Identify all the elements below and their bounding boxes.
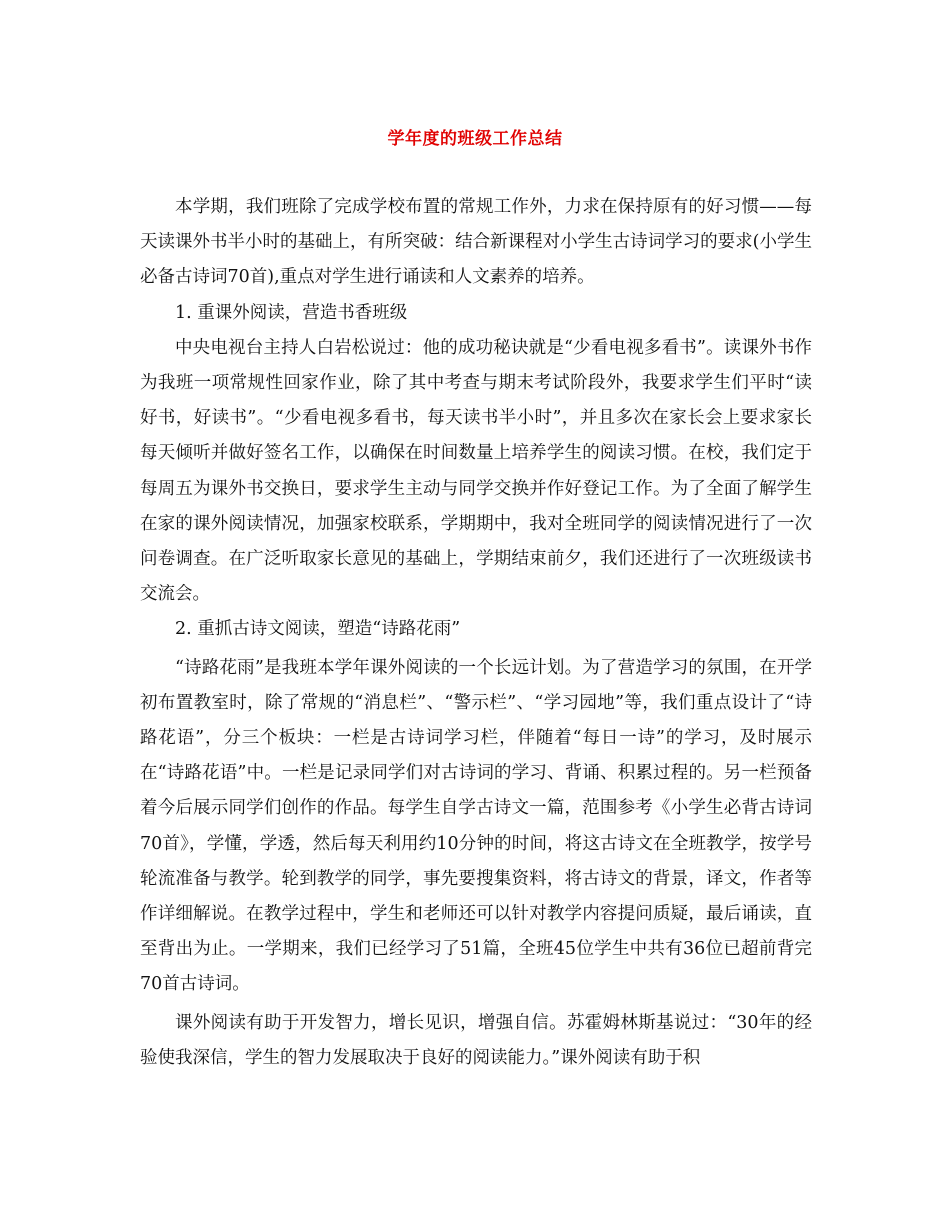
- paragraph-section-2: “诗路花雨”是我班本学年课外阅读的一个长远计划。为了营造学习的氛围，在开学初布置教室时，除了常规的“消息栏”、“警示栏”、“学习园地”等，我们重点设计了“诗路花语”，分三个板块：一栏是古诗词学习栏，伴随着“每日一诗”的学习，及时展示在“诗路花语”中。一栏是记录同学们对古诗词的学习、背诵、积累过程的。另一栏预备着今后展示同学们创作的作品。每学生自学古诗文一篇，范围参考《小学生必背古诗词70首》，学懂，学透，然后每天利用约10分钟的时间，将这古诗文在全班教学，按学号轮流准备与教学。轮到教学的同学，事先要搜集资料，将古诗文的背景，译文，作者等作详细解说。在教学过程中，学生和老师还可以针对教学内容提问质疑，最后诵读，直至背出为止。一学期来，我们已经学习了51篇，全班45位学生中共有36位已超前背完70首古诗词。: [140, 657, 812, 995]
- section-heading-1: 1. 重课外阅读，营造书香班级: [175, 302, 408, 323]
- document-title: 学年度的班级工作总结: [387, 129, 563, 149]
- paragraph-section-1: 中央电视台主持人白岩松说过：他的成功秘诀就是“少看电视多看书”。读课外书作为我班一项常规性回家作业，除了其中考查与期末考试阶段外，我要求学生们平时“读好书，好读书”。“少看电视多看书，每天读书半小时”，并且多次在家长会上要求家长每天倾听并做好签名工作，以确保在时间数量上培养学生的阅读习惯。在校，我们定于每周五为课外书交换日，要求学生主动与同学交换并作好登记工作。为了全面了解学生在家的课外阅读情况，加强家校联系，学期期中，我对全班同学的阅读情况进行了一次问卷调查。在广泛听取家长意见的基础上，学期结束前夕，我们还进行了一次班级读书交流会。: [140, 337, 812, 605]
- paragraph-intro: 本学期，我们班除了完成学校布置的常规工作外，力求在保持原有的好习惯——每天读课外书半小时的基础上，有所突破：结合新课程对小学生古诗词学习的要求(小学生必备古诗词70首),重点对学生进行诵读和人文素养的培养。: [140, 197, 812, 288]
- document-body: [140, 190, 812, 1076]
- section-heading-2: 2. 重抓古诗文阅读，塑造“诗路花雨”: [175, 619, 461, 640]
- paragraph-reading-benefits: 课外阅读有助于开发智力，增长见识，增强自信。苏霍姆林斯基说过：“30年的经验使我深信，学生的智力发展取决于良好的阅读能力。”课外阅读有助于积: [140, 1012, 812, 1068]
